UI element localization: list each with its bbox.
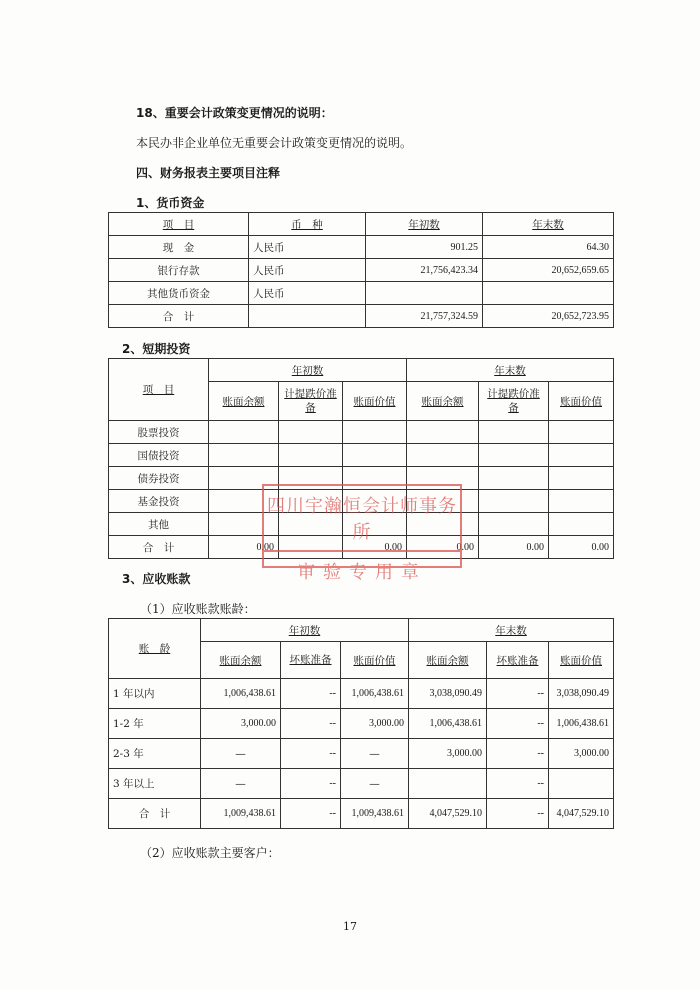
table-row bbox=[109, 421, 614, 444]
receivables-group-row bbox=[109, 619, 614, 642]
cell: 3,000.00 bbox=[409, 739, 487, 769]
stamp-line-2: 审验专用章 bbox=[297, 562, 427, 583]
cell: 0.00 bbox=[209, 536, 279, 559]
receivables-sub2: （2）应收账款主要客户： bbox=[140, 846, 280, 860]
receivables-item-header: 账 龄 bbox=[109, 619, 201, 679]
cash-currency bbox=[249, 305, 366, 328]
cell: — bbox=[341, 739, 409, 769]
cell bbox=[279, 444, 343, 467]
cell bbox=[343, 421, 407, 444]
cash-item: 合 计 bbox=[109, 305, 249, 328]
cell: 3,000.00 bbox=[549, 739, 614, 769]
cell: — bbox=[341, 769, 409, 799]
cell bbox=[549, 467, 614, 490]
sub-header: 坏账准备 bbox=[281, 642, 341, 679]
cell: 1,006,438.61 bbox=[549, 709, 614, 739]
cash-heading: 1、货币资金 bbox=[136, 196, 205, 210]
table-row bbox=[109, 739, 614, 769]
row-label: 基金投资 bbox=[109, 490, 209, 513]
cell bbox=[479, 421, 549, 444]
cell: 3,038,090.49 bbox=[549, 679, 614, 709]
receivables-begin-group: 年初数 bbox=[201, 619, 409, 642]
cell: -- bbox=[487, 769, 549, 799]
receivables-end-group: 年末数 bbox=[409, 619, 614, 642]
row-label: 股票投资 bbox=[109, 421, 209, 444]
cell: -- bbox=[281, 709, 341, 739]
row-label: 合 计 bbox=[109, 799, 201, 829]
cash-end bbox=[483, 282, 614, 305]
cell: -- bbox=[487, 739, 549, 769]
cash-begin bbox=[366, 282, 483, 305]
cash-header-begin: 年初数 bbox=[366, 213, 483, 236]
cell: 4,047,529.10 bbox=[409, 799, 487, 829]
row-label: 1 年以内 bbox=[109, 679, 201, 709]
section-4-heading: 四、财务报表主要项目注释 bbox=[136, 166, 281, 180]
cell: 1,006,438.61 bbox=[341, 679, 409, 709]
cell: 4,047,529.10 bbox=[549, 799, 614, 829]
receivables-heading: 3、应收账款 bbox=[122, 572, 191, 586]
cell bbox=[279, 421, 343, 444]
row-label: 1-2 年 bbox=[109, 709, 201, 739]
receivables-table bbox=[108, 618, 614, 829]
cell bbox=[479, 467, 549, 490]
table-row bbox=[109, 799, 614, 829]
row-label: 其他 bbox=[109, 513, 209, 536]
cash-header-row bbox=[109, 213, 614, 236]
cell bbox=[409, 769, 487, 799]
cell: 1,009,438.61 bbox=[341, 799, 409, 829]
sub-header: 账面价值 bbox=[549, 642, 614, 679]
cell: -- bbox=[487, 679, 549, 709]
cash-end: 64.30 bbox=[483, 236, 614, 259]
cell bbox=[407, 444, 479, 467]
cell bbox=[209, 421, 279, 444]
stamp-line-1: 四川宇瀚恒会计师事务所 bbox=[264, 492, 460, 552]
row-label: 2-3 年 bbox=[109, 739, 201, 769]
cell bbox=[209, 444, 279, 467]
table-row bbox=[109, 236, 614, 259]
row-label: 债券投资 bbox=[109, 467, 209, 490]
short-invest-item-header: 项 目 bbox=[109, 359, 209, 421]
section-18-heading: 18、重要会计政策变更情况的说明： bbox=[136, 106, 333, 120]
cell: -- bbox=[281, 799, 341, 829]
page-number: 17 bbox=[343, 920, 357, 933]
table-row bbox=[109, 259, 614, 282]
cash-header-end: 年末数 bbox=[483, 213, 614, 236]
cell bbox=[549, 513, 614, 536]
cell: 0.00 bbox=[479, 536, 549, 559]
cash-item: 现 金 bbox=[109, 236, 249, 259]
cell: 1,009,438.61 bbox=[201, 799, 281, 829]
audit-stamp bbox=[262, 484, 462, 583]
section-18-text: 本民办非企业单位无重要会计政策变更情况的说明。 bbox=[136, 136, 413, 150]
cash-header-item: 项 目 bbox=[109, 213, 249, 236]
table-row bbox=[109, 769, 614, 799]
cell bbox=[479, 444, 549, 467]
cash-item: 银行存款 bbox=[109, 259, 249, 282]
row-label: 国债投资 bbox=[109, 444, 209, 467]
table-row bbox=[109, 444, 614, 467]
cell bbox=[479, 490, 549, 513]
short-invest-end-group: 年末数 bbox=[407, 359, 614, 382]
table-row bbox=[109, 282, 614, 305]
sub-header: 账面余额 bbox=[407, 382, 479, 421]
cell bbox=[549, 769, 614, 799]
sub-header: 账面价值 bbox=[341, 642, 409, 679]
row-label: 3 年以上 bbox=[109, 769, 201, 799]
sub-header: 账面价值 bbox=[549, 382, 614, 421]
cash-begin: 21,756,423.34 bbox=[366, 259, 483, 282]
sub-header: 计提跌价准备 bbox=[479, 382, 549, 421]
sub-header: 账面余额 bbox=[201, 642, 281, 679]
cell: -- bbox=[281, 769, 341, 799]
cash-item: 其他货币资金 bbox=[109, 282, 249, 305]
short-invest-heading: 2、短期投资 bbox=[122, 342, 191, 356]
cash-currency: 人民币 bbox=[249, 282, 366, 305]
table-row bbox=[109, 709, 614, 739]
sub-header: 账面余额 bbox=[409, 642, 487, 679]
cell bbox=[549, 421, 614, 444]
cell: -- bbox=[487, 799, 549, 829]
cell: 3,000.00 bbox=[341, 709, 409, 739]
cell: 0.00 bbox=[549, 536, 614, 559]
cell: -- bbox=[487, 709, 549, 739]
cell bbox=[549, 490, 614, 513]
cash-currency: 人民币 bbox=[249, 259, 366, 282]
cell: -- bbox=[281, 679, 341, 709]
cell: 0.00 bbox=[407, 536, 479, 559]
cell bbox=[479, 513, 549, 536]
sub-header: 坏账准备 bbox=[487, 642, 549, 679]
short-invest-group-row bbox=[109, 359, 614, 382]
cash-currency: 人民币 bbox=[249, 236, 366, 259]
cell: 3,038,090.49 bbox=[409, 679, 487, 709]
row-label: 合 计 bbox=[109, 536, 209, 559]
cell: 1,006,438.61 bbox=[201, 679, 281, 709]
cash-header-currency: 币 种 bbox=[249, 213, 366, 236]
cell bbox=[343, 444, 407, 467]
cash-table bbox=[108, 212, 614, 328]
cash-end: 20,652,723.95 bbox=[483, 305, 614, 328]
cell: 3,000.00 bbox=[201, 709, 281, 739]
cash-end: 20,652,659.65 bbox=[483, 259, 614, 282]
short-invest-begin-group: 年初数 bbox=[209, 359, 407, 382]
cell: -- bbox=[281, 739, 341, 769]
sub-header: 计提跌价准备 bbox=[279, 382, 343, 421]
table-row bbox=[109, 305, 614, 328]
cell: — bbox=[201, 769, 281, 799]
table-row bbox=[109, 679, 614, 709]
cash-begin: 901.25 bbox=[366, 236, 483, 259]
cell bbox=[407, 421, 479, 444]
receivables-sub1: （1）应收账款账龄： bbox=[140, 602, 256, 616]
cell: — bbox=[201, 739, 281, 769]
cell: 0.00 bbox=[343, 536, 407, 559]
cash-begin: 21,757,324.59 bbox=[366, 305, 483, 328]
cell bbox=[549, 444, 614, 467]
sub-header: 账面价值 bbox=[343, 382, 407, 421]
cell: 1,006,438.61 bbox=[409, 709, 487, 739]
sub-header: 账面余额 bbox=[209, 382, 279, 421]
